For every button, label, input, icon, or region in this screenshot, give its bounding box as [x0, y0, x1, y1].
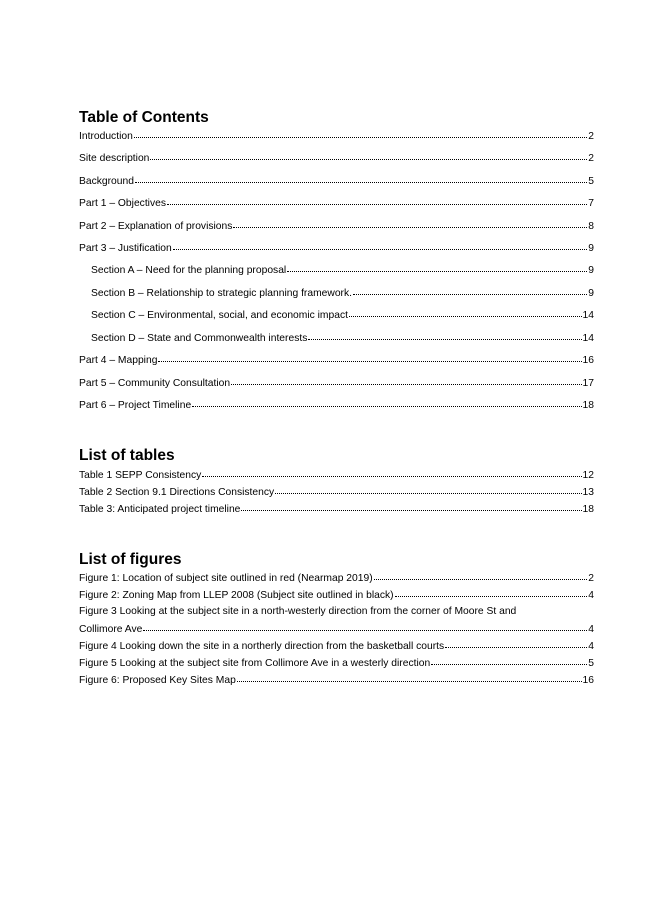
toc-entry[interactable]: [79, 174, 594, 188]
figures-heading: List of figures: [79, 551, 182, 568]
dot-leader: [287, 262, 587, 272]
figure-entry-page: 4: [588, 624, 594, 635]
figure-entry-page: 2: [588, 573, 594, 584]
toc-subentry[interactable]: [91, 286, 594, 300]
toc-entry-page: 14: [582, 310, 594, 321]
toc-entry-page: 2: [588, 153, 594, 164]
table-entry-page: 12: [582, 470, 594, 481]
dot-leader: [445, 638, 587, 648]
dot-leader: [167, 195, 587, 205]
figure-entry-label: Figure 5 Looking at the subject site from Collimore Ave in a westerly direction: [79, 658, 431, 669]
dot-leader: [231, 375, 581, 385]
toc-entry-page: 7: [588, 198, 594, 209]
table-entry-label: Table 2 Section 9.1 Directions Consistency: [79, 487, 275, 498]
toc-entry-page: 8: [588, 221, 594, 232]
figure-entry[interactable]: [79, 656, 594, 670]
toc-entry-page: 9: [588, 243, 594, 254]
figure-entry[interactable]: [79, 639, 594, 653]
toc-entry-page: 14: [582, 333, 594, 344]
toc-entry[interactable]: [79, 376, 594, 390]
dot-leader: [353, 285, 587, 295]
toc-entry-label: Section A – Need for the planning proposal: [91, 265, 287, 276]
table-entry[interactable]: [79, 485, 594, 499]
figure-entry[interactable]: [79, 622, 594, 636]
dot-leader: [202, 467, 581, 477]
figure-entry[interactable]: [79, 571, 594, 585]
toc-entry-page: 17: [582, 378, 594, 389]
toc-entry-label: Part 6 – Project Timeline: [79, 400, 192, 411]
toc-entry-label: Part 4 – Mapping: [79, 355, 158, 366]
dot-leader: [241, 501, 581, 511]
figure-entry[interactable]: [79, 673, 594, 687]
dot-leader: [158, 352, 581, 362]
figure-entry-page: 4: [588, 590, 594, 601]
table-entry-page: 18: [582, 504, 594, 515]
dot-leader: [275, 484, 581, 494]
figure-entry-label: Figure 4 Looking down the site in a northerly direction from the basketball courts: [79, 641, 445, 652]
dot-leader: [308, 330, 581, 340]
toc-entry[interactable]: [79, 219, 594, 233]
toc-entry-label: Section B – Relationship to strategic planning framework.: [91, 288, 352, 299]
figure-entry-page: 4: [588, 641, 594, 652]
toc-entry-page: 18: [582, 400, 594, 411]
figure-entry[interactable]: [79, 588, 594, 602]
dot-leader: [192, 397, 581, 407]
toc-entry-label: Part 2 – Explanation of provisions: [79, 221, 233, 232]
toc-subentry[interactable]: [91, 263, 594, 277]
toc-entry[interactable]: [79, 196, 594, 210]
toc-heading: Table of Contents: [79, 109, 209, 126]
toc-entry-label: Section D – State and Commonwealth interests: [91, 333, 308, 344]
toc-entry-label: Background: [79, 176, 134, 187]
toc-entry-label: Site description: [79, 153, 150, 164]
toc-entry-page: 16: [582, 355, 594, 366]
figure-entry-label: Figure 6: Proposed Key Sites Map: [79, 675, 236, 686]
figure-entry-page: 16: [582, 675, 594, 686]
toc-entry-page: 5: [588, 176, 594, 187]
tables-heading: List of tables: [79, 447, 175, 464]
dot-leader: [134, 128, 587, 138]
dot-leader: [431, 655, 587, 665]
dot-leader: [233, 218, 587, 228]
dot-leader: [173, 240, 588, 250]
dot-leader: [150, 150, 587, 160]
toc-subentry[interactable]: [91, 308, 594, 322]
dot-leader: [143, 621, 587, 631]
toc-entry-label: Part 3 – Justification: [79, 243, 172, 254]
dot-leader: [395, 587, 588, 597]
dot-leader: [349, 307, 582, 317]
dot-leader: [135, 173, 587, 183]
table-entry[interactable]: [79, 502, 594, 516]
toc-entry-page: 9: [588, 265, 594, 276]
toc-entry[interactable]: [79, 398, 594, 412]
dot-leader: [374, 570, 588, 580]
dot-leader: [237, 672, 582, 682]
toc-entry-label: Section C – Environmental, social, and economic impact: [91, 310, 348, 321]
toc-entry-label: Part 5 – Community Consultation: [79, 378, 231, 389]
toc-entry[interactable]: [79, 241, 594, 255]
figure-entry-label: Figure 2: Zoning Map from LLEP 2008 (Subject site outlined in black): [79, 590, 394, 601]
toc-entry-label: Introduction: [79, 131, 133, 142]
toc-subentry[interactable]: [91, 331, 594, 345]
table-entry-label: Table 3: Anticipated project timeline: [79, 504, 241, 515]
figure-entry-page: 5: [588, 658, 594, 669]
table-entry[interactable]: [79, 468, 594, 482]
toc-entry-label: Part 1 – Objectives: [79, 198, 166, 209]
table-entry-label: Table 1 SEPP Consistency: [79, 470, 202, 481]
toc-entry[interactable]: [79, 129, 594, 143]
toc-entry-page: 9: [588, 288, 594, 299]
toc-entry-page: 2: [588, 131, 594, 142]
toc-entry[interactable]: [79, 353, 594, 367]
toc-entry[interactable]: [79, 151, 594, 165]
figure-entry-label: Collimore Ave: [79, 624, 143, 635]
table-entry-page: 13: [582, 487, 594, 498]
figure-entry-label: Figure 1: Location of subject site outlined in red (Nearmap 2019): [79, 573, 373, 584]
figure-entry-label-line1[interactable]: Figure 3 Looking at the subject site in a north-westerly direction from the corner of Moore St and: [79, 606, 517, 617]
